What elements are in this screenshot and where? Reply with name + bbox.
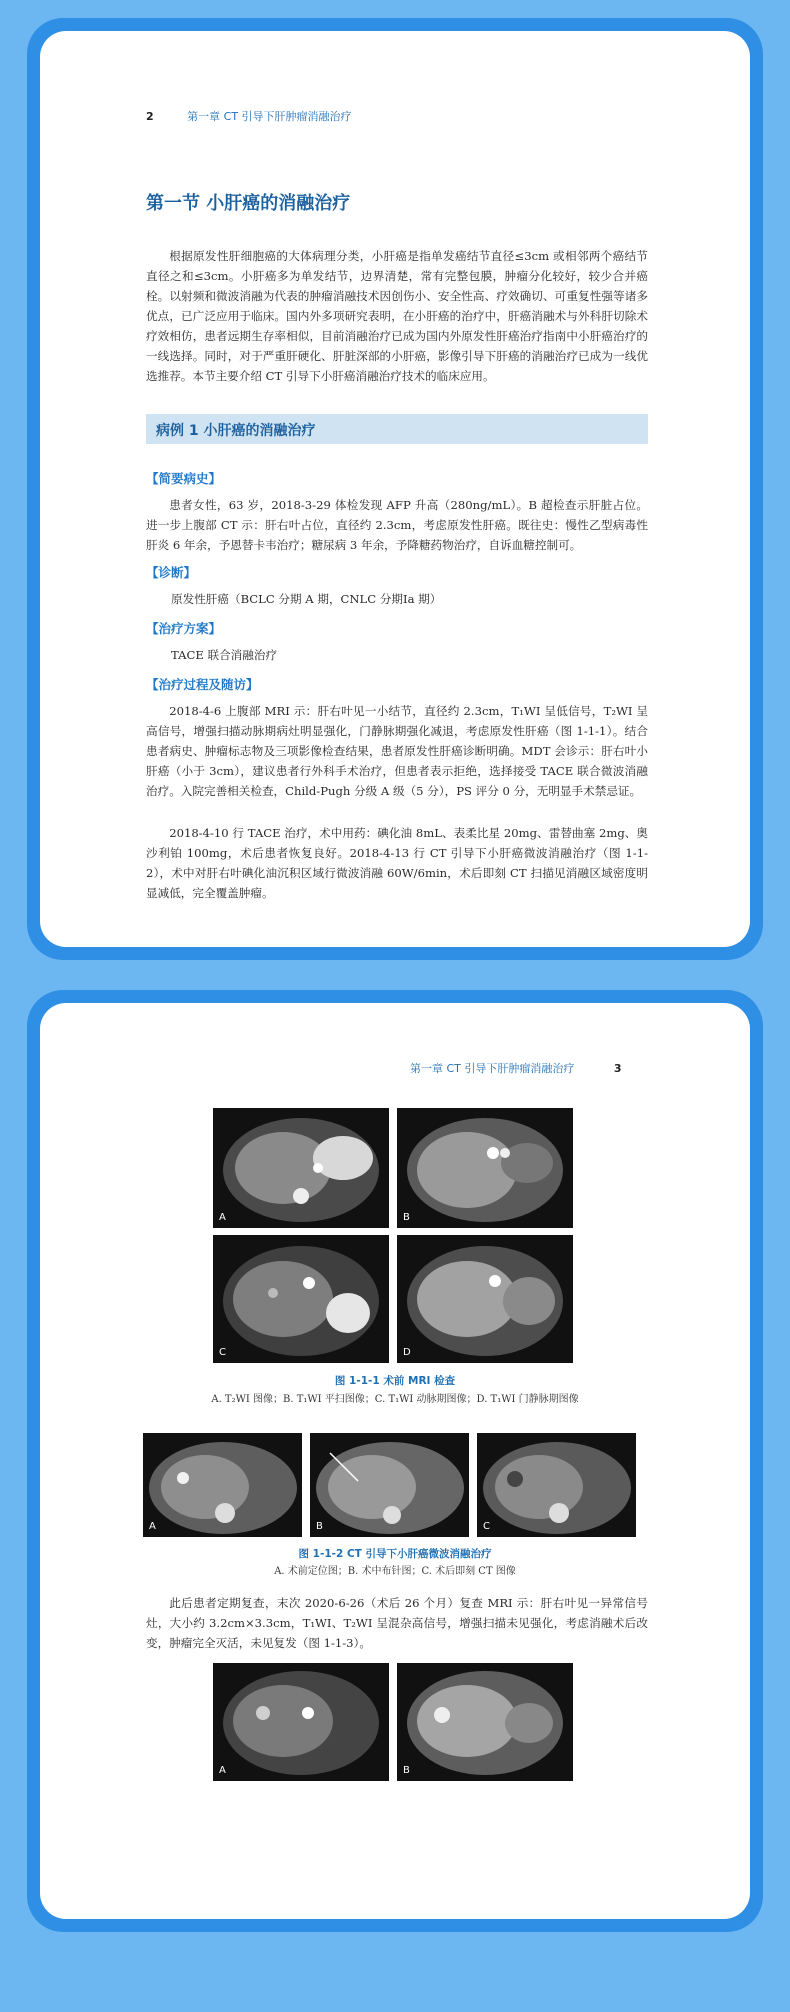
plan-heading: 【治疗方案】 [146, 621, 222, 636]
page-card-2 [27, 990, 763, 1932]
panel-label: A [219, 1212, 226, 1223]
mri-image-d [397, 1235, 573, 1363]
ct-image-c [477, 1433, 636, 1537]
followup-paragraph: 此后患者定期复查，末次 2020-6-26（术后 26 个月）复查 MRI 示：肝右叶见一异常信号灶，大小约 3.2cm×3.3cm，T₁WI、T₂WI 呈混杂高信号，增强扫描未见强化，考虑消融术后改变，肿瘤完全灭活，未见复发（图 1-1-3）。 [146, 1596, 648, 1650]
case-title-bar: 病例 1 小肝癌的消融治疗 [146, 414, 648, 444]
followup-mri-b [397, 1663, 573, 1781]
panel-label: C [219, 1347, 226, 1358]
panel-label: B [403, 1765, 410, 1776]
process-paragraph-1: 2018-4-6 上腹部 MRI 示：肝右叶见一小结节，直径约 2.3cm，T₁WI 呈低信号，T₂WI 呈高信号，增强扫描动脉期病灶明显强化，门静脉期强化减退，考虑原发性肝癌（图 1-1-1）。结合患者病史、肿瘤标志物及三项影像检查结果，患者原发性肝癌诊断明确。MDT 会诊示：肝右叶小肝癌（小于 3cm），建议患者行外科手术治疗，但患者表示拒绝，选择接受 TACE 联合微波消融治疗。入院完善相关检查，Child-Pugh 分级 A 级（5 分），PS 评分 0 分，无明显手术禁忌证。 [146, 704, 648, 798]
process-heading: 【治疗过程及随访】 [146, 677, 259, 692]
figure-caption-1: 图 1-1-1 术前 MRI 检查 [334, 1375, 456, 1387]
diagnosis-text: 原发性肝癌（BCLC 分期 A 期，CNLC 分期Ⅰa 期） [171, 592, 442, 606]
figure-caption-2: 图 1-1-2 CT 引导下小肝癌微波消融治疗 [298, 1548, 492, 1560]
panel-label: C [483, 1521, 490, 1532]
history-heading: 【简要病史】 [146, 471, 222, 486]
history-paragraph: 患者女性，63 岁，2018-3-29 体检发现 AFP 升高（280ng/mL）。B 超检查示肝脏占位。进一步上腹部 CT 示：肝右叶占位，直径约 2.3cm，考虑原发性肝癌。既往史：慢性乙型病毒性肝炎 6 年余，予恩替卡韦治疗；糖尿病 3 年余，予降糖药物治疗，自诉血糖控制可。 [146, 498, 648, 552]
process-paragraph-2: 2018-4-10 行 TACE 治疗，术中用药：碘化油 8mL、表柔比星 20mg、雷替曲塞 2mg、奥沙利铂 100mg，术后患者恢复良好。2018-4-13 行 CT 引导下小肝癌微波消融治疗（图 1-1-2），术中对肝右叶碘化油沉积区域行微波消融 60W/6min，术后即刻 CT 扫描见消融区域密度明显减低，完全覆盖肿瘤。 [146, 826, 648, 900]
followup-mri-a [213, 1663, 389, 1781]
panel-label: B [403, 1212, 410, 1223]
figure-subcaption-2: A. 术前定位图；B. 术中布针图；C. 术后即刻 CT 图像 [274, 1566, 516, 1577]
chapter-title: 第一章 CT 引导下肝肿瘤消融治疗 [187, 110, 352, 123]
panel-label: D [403, 1347, 411, 1358]
page-number: 3 [613, 1062, 622, 1075]
mri-image-a [213, 1108, 389, 1228]
running-header [146, 108, 352, 124]
page-card-1 [27, 18, 763, 960]
section-title: 第一节 小肝癌的消融治疗 [146, 193, 351, 214]
intro-paragraph: 根据原发性肝细胞癌的大体病理分类，小肝癌是指单发癌结节直径≤3cm 或相邻两个癌结节直径之和≤3cm。小肝癌多为单发结节，边界清楚，常有完整包膜，肿瘤分化较好，较少合并癌栓。以射频和微波消融为代表的肿瘤消融技术因创伤小、安全性高、疗效确切、可重复性强等诸多优点，已广泛应用于临床。国内外多项研究表明，在小肝癌的治疗中，肝癌消融术与外科肝切除术疗效相仿，患者远期生存率相似，目前消融治疗已成为国内外原发性肝癌治疗指南中小肝癌治疗的一线选择。同时，对于严重肝硬化、肝脏深部的小肝癌，影像引导下肝癌的消融治疗已成为一线优选推荐。本节主要介绍 CT 引导下小肝癌消融治疗技术的临床应用。 [146, 249, 648, 383]
diagnosis-heading: 【诊断】 [146, 565, 197, 580]
mri-image-c [213, 1235, 389, 1363]
ct-image-a [143, 1433, 302, 1537]
running-header [410, 1060, 622, 1076]
page-sheet-2 [40, 1003, 750, 1919]
panel-label: A [219, 1765, 226, 1776]
page-number: 2 [146, 110, 154, 123]
plan-text: TACE 联合消融治疗 [171, 648, 278, 662]
ct-image-b [310, 1433, 469, 1537]
page-sheet-1 [40, 31, 750, 947]
figure-subcaption-1: A. T₂WI 图像；B. T₁WI 平扫图像；C. T₁WI 动脉期图像；D. T₁WI 门静脉期图像 [211, 1394, 579, 1405]
mri-image-b [397, 1108, 573, 1228]
chapter-title: 第一章 CT 引导下肝肿瘤消融治疗 [410, 1062, 575, 1075]
panel-label: A [149, 1521, 156, 1532]
panel-label: B [316, 1521, 323, 1532]
